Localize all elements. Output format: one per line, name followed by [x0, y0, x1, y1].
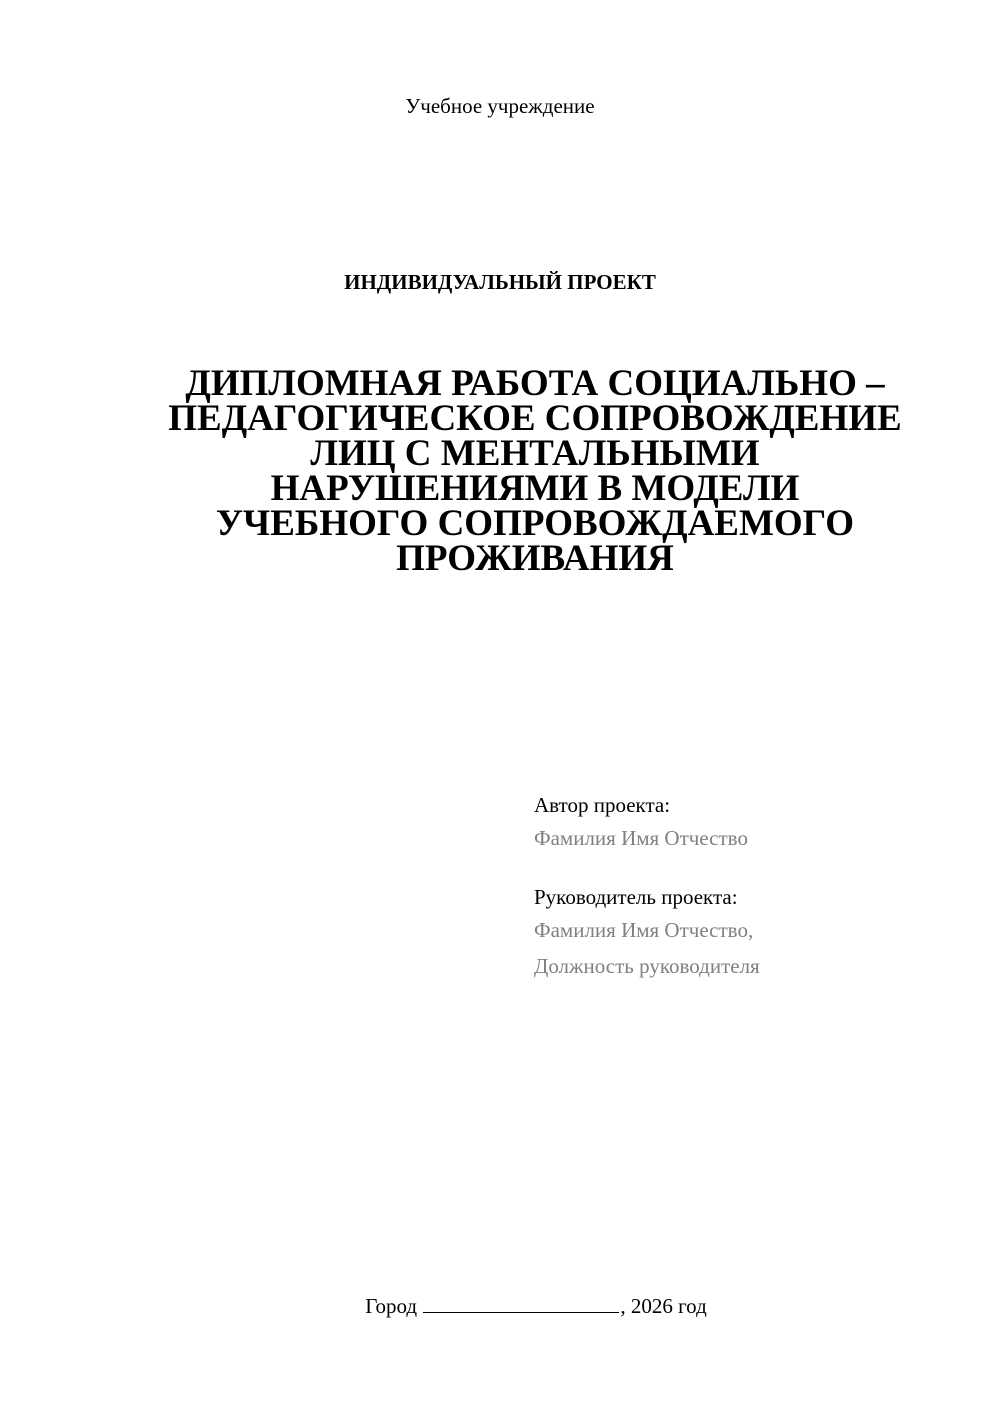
title-line: ПРОЖИВАНИЯ [396, 538, 674, 579]
title-line: ЛИЦ С МЕНТАЛЬНЫМИ [310, 433, 760, 474]
spacer [534, 856, 974, 882]
supervisor-label: Руководитель проекта: [534, 885, 738, 909]
project-type-heading: ИНДИВИДУАЛЬНЫЙ ПРОЕКТ [344, 270, 656, 294]
supervisor-name: Фамилия Имя Отчество, [534, 918, 754, 942]
title-line: ПЕДАГОГИЧЕСКОЕ СОПРОВОЖДЕНИЕ [168, 398, 902, 439]
title-line: НАРУШЕНИЯМИ В МОДЕЛИ [270, 468, 800, 509]
institution-name: Учебное учреждение [405, 94, 595, 118]
city-label: Город [365, 1294, 418, 1318]
city-blank-line [423, 1292, 619, 1313]
title-line: УЧЕБНОГО СОПРОВОЖДАЕМОГО [215, 503, 855, 544]
document-title [140, 363, 930, 579]
footer-city-year [0, 1292, 1000, 1320]
supervisor-position: Должность руководителя [534, 954, 760, 978]
year-text: , 2026 год [620, 1294, 707, 1318]
author-label: Автор проекта: [534, 793, 671, 817]
author-name: Фамилия Имя Отчество [534, 826, 748, 850]
title-line: ДИПЛОМНАЯ РАБОТА СОЦИАЛЬНО – [185, 363, 885, 404]
project-people-block [534, 790, 974, 984]
